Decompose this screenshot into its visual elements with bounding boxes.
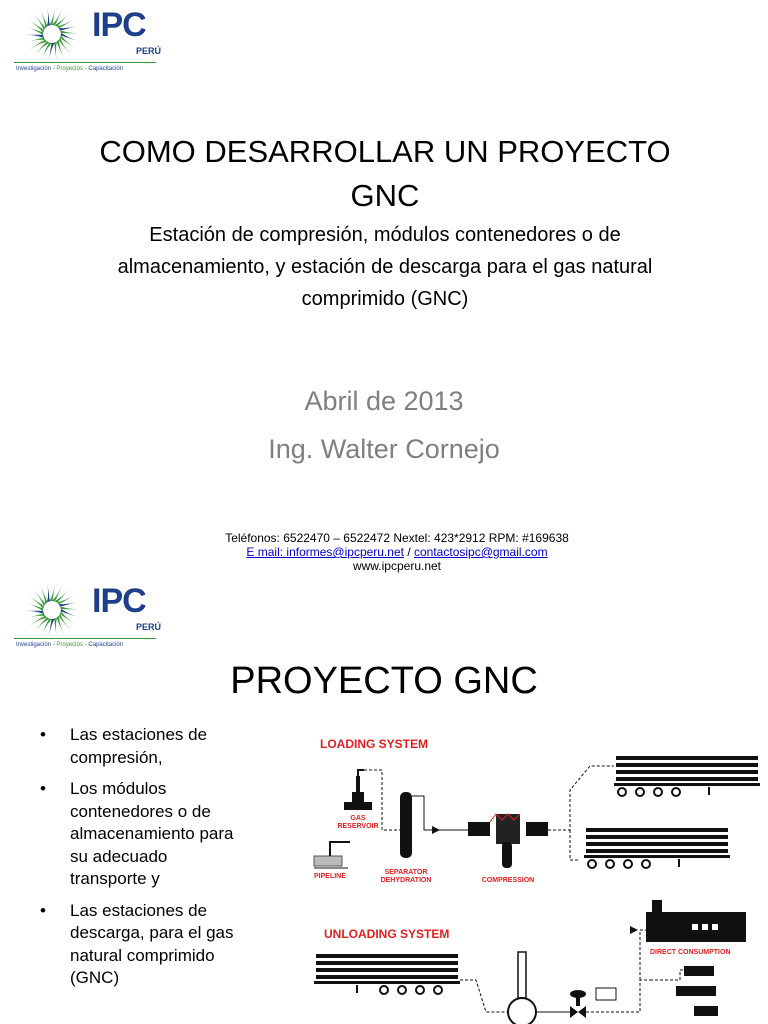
slide-subtitle: Estación de compresión, módulos contenedores o de almacenamiento, y estación de descarga para el gas natural comprimido (GNC) [117,224,653,310]
contact-info: Teléfonos: 6522470 – 6522472 Nextel: 423*2912 RPM: #169638 E mail: informes@ipcperu.net / contactosipc@gmail.com www.ipcperu.net [100,531,694,573]
svg-text:RESERVOIR: RESERVOIR [337,823,379,830]
presentation-date: Abril de 2013 [304,386,464,416]
website: www.ipcperu.net [352,559,442,573]
logo-divider [14,62,156,63]
sunburst-icon [14,580,90,638]
valve [570,990,586,1018]
svg-text:PIPELINE: PIPELINE [314,873,346,880]
gas-reservoir [337,770,378,830]
ipc-logo [14,580,162,660]
logo-country: PERÚ [136,46,162,56]
svg-text:SEPARATOR: SEPARATOR [384,869,428,876]
bullet-item: • Los módulos contenedores o de almacenamiento para su adecuado transporte y [40,779,234,888]
slide-title: COMO DESARROLLAR UN PROYECTO GNC [99,134,671,213]
ipc-logo [14,4,162,84]
compression-unit [468,814,548,884]
phone-numbers: Teléfonos: 6522470 – 6522472 Nextel: 423*2912 RPM: #169638 [225,531,569,545]
logo-brand: IPC [92,6,146,44]
email-link[interactable]: E mail: informes@ipcperu.net [246,545,404,559]
small-vehicles [650,966,718,1016]
bullet-item: • Las estaciones de compresión, [40,725,208,767]
factory [646,900,746,956]
svg-text:GAS: GAS [350,815,366,822]
logo-divider [14,638,156,639]
bullet-list [40,724,270,999]
presentation-author: Ing. Walter Cornejo [268,434,500,464]
sunburst-icon [14,4,90,62]
logo-country: PERÚ [136,622,162,632]
unloading-system-title: UNLOADING SYSTEM [324,927,450,941]
project-slide [0,574,768,1024]
tube-trailer [314,954,460,994]
svg-text:COMPRESSION: COMPRESSION [481,877,535,884]
svg-text:DEHYDRATION: DEHYDRATION [380,877,432,884]
logo-brand: IPC [92,582,146,620]
tube-trailer [584,828,730,868]
tube-trailer [614,756,760,796]
pipeline [314,842,350,880]
svg-text:DIRECT CONSUMPTION: DIRECT CONSUMPTION [650,949,731,956]
loading-system-title: LOADING SYSTEM [320,737,429,751]
slide-title: PROYECTO GNC [230,660,538,702]
bullet-item: • Las estaciones de descarga, para el gas natural comprimido (GNC) [40,900,234,987]
email-link-2[interactable]: contactosipc@gmail.com [414,545,548,559]
gnc-process-diagram [300,730,766,1024]
logo-tagline: Investigación - Proyectos - Capacitación [16,66,124,72]
logo-tagline: Investigación - Proyectos - Capacitación [16,642,124,648]
heater-vessel [508,952,536,1024]
